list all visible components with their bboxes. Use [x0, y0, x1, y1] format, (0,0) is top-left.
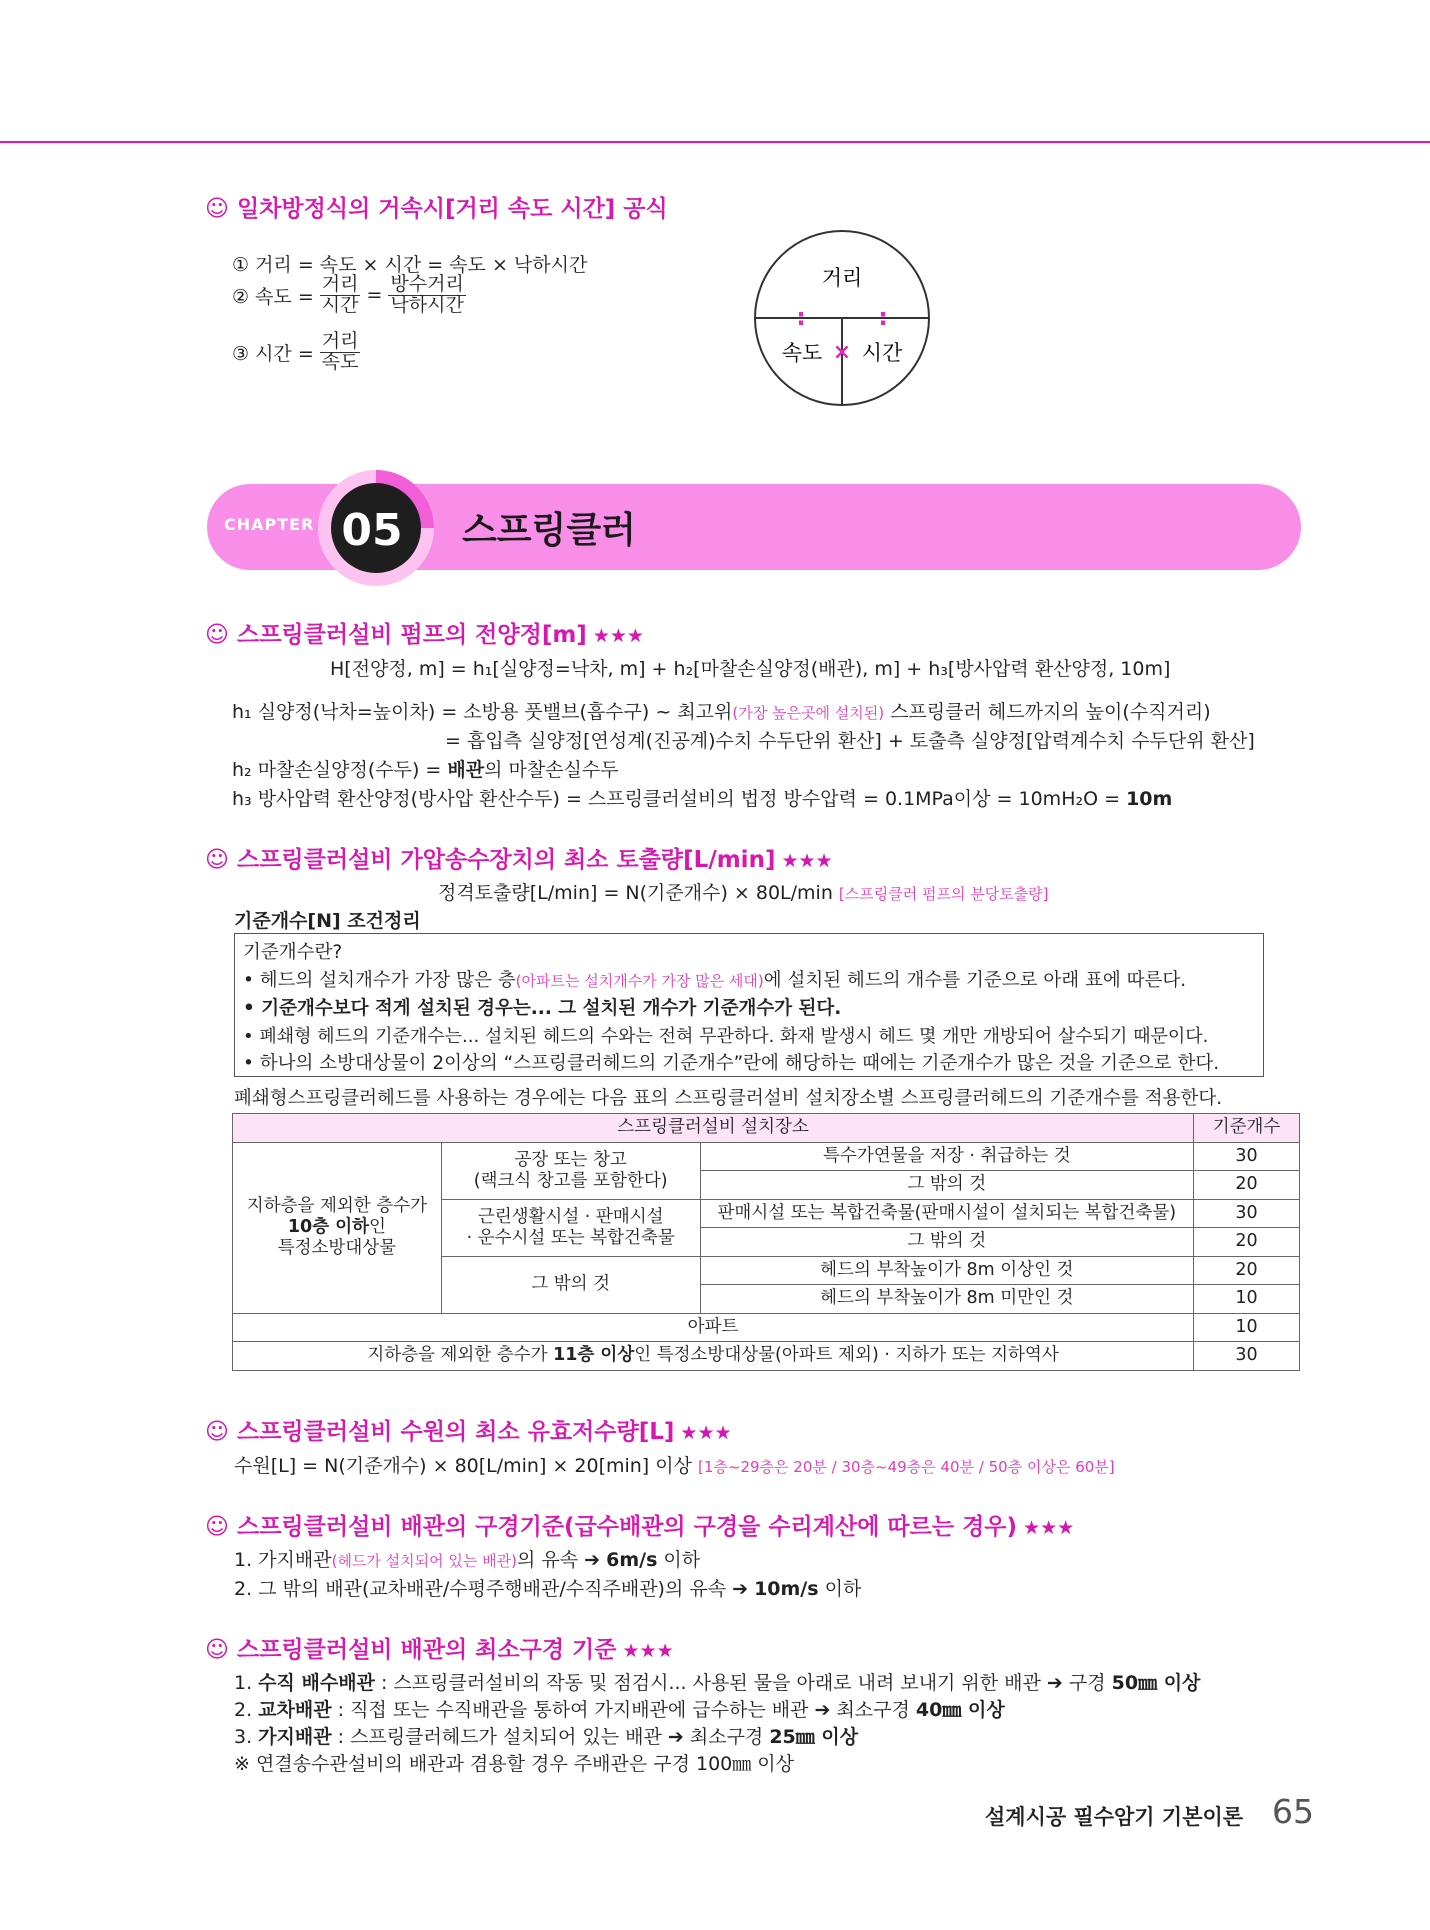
table-intro: 폐쇄형스프링클러헤드를 사용하는 경우에는 다음 표의 스프링클러설비 설치장소별 스프링클러헤드의 기준개수를 적용한다.	[234, 1088, 1223, 1109]
chapter-number: 05	[341, 505, 403, 556]
h3-line: h₃ 방사압력 환산양정(방사압 환산수두) = 스프링클러설비의 법정 방수압력 = 0.1MPa이상 = 10mH₂O = 10m	[232, 788, 1173, 810]
chapter-number-badge	[316, 468, 436, 588]
diagram-left-label: 속도	[781, 341, 823, 365]
table-row: 아파트 10	[233, 1313, 1300, 1342]
criteria-table	[232, 1113, 1300, 1371]
times-mark: ×	[832, 340, 852, 365]
importance-stars: ★★★	[1023, 1517, 1075, 1539]
smiley-icon: ☺	[205, 1419, 229, 1445]
fraction-distance-time: $\frac{\text{거리}}{\text{시간}}$	[321, 273, 359, 316]
smiley-icon: ☺	[205, 1514, 229, 1540]
group-cell: 지하층을 제외한 층수가 10층 이하인 특정소방대상물	[233, 1142, 442, 1313]
criteria-box: 기준개수란? • 헤드의 설치개수가 가장 많은 층(아파트는 설치개수가 가장 많은 세대)에 설치된 헤드의 개수를 기준으로 아래 표에 따른다. • 기준개수보다 적게 설치된 경우는... 그 설치된 개수가 기준개수가 된다. • 폐쇄형 헤드의 기준개수는... 설치된 헤드의 수와는 전혀 무관하다. 화재 발생시 헤드 몇 개만 개방되어 살수되기 때문이다. • 하나의 소방대상물이 2이상의 “스프링클러헤드의 기준개수”란에 해당하는 때에는 기준개수가 많은 것을 기준으로 한다.	[234, 933, 1264, 1077]
discharge-formula: 정격토출량[L/min] = N(기준개수) × 80L/min [스프링클러 펌프의 분당토출량]	[438, 882, 1049, 904]
min-line-4: ※ 연결송수관설비의 배관과 겸용할 경우 주배관은 구경 100㎜ 이상	[234, 1753, 794, 1775]
min-line-1: 1. 수직 배수배관 : 스프링클러설비의 작동 및 점검시... 사용된 물을 아래로 내려 보내기 위한 배관 ➔ 구경 50㎜ 이상	[234, 1672, 1201, 1694]
h1-line-2: = 흡입측 실양정[연성계(진공계)수치 수두단위 환산] + 토출측 실양정[압력계수치 수두단위 환산]	[445, 730, 1255, 752]
table-row: 헤드의 부착높이가 8m 미만인 것 10	[233, 1285, 1300, 1314]
formula-line-3: ③ 시간 = $\frac{\text{거리}}{\text{속도}}$	[232, 330, 359, 373]
footer-title: 설계시공 필수암기 기본이론	[985, 1805, 1244, 1829]
head-formula: H[전양정, m] = h₁[실양정=낙차, m] + h₂[마찰손실양정(배관), m] + h₃[방사압력 환산양정, 10m]	[330, 658, 1171, 680]
section-title-pipe: ☺ 스프링클러설비 배관의 구경기준(급수배관의 구경을 수리계산에 따르는 경우) ★★★	[205, 1514, 1075, 1540]
fraction-distance-speed: $\frac{\text{거리}}{\text{속도}}$	[321, 330, 359, 373]
min-line-3: 3. 가지배관 : 스프링클러헤드가 설치되어 있는 배관 ➔ 최소구경 25㎜ 이상	[234, 1726, 859, 1748]
pipe-line-1: 1. 가지배관(헤드가 설치되어 있는 배관)의 유속 ➔ 6m/s 이하	[234, 1549, 701, 1571]
section-title-water: ☺ 스프링클러설비 수원의 최소 유효저수량[L] ★★★	[205, 1419, 732, 1445]
h2-line: h₂ 마찰손실양정(수두) = 배관의 마찰손실수두	[232, 759, 619, 781]
water-formula: 수원[L] = N(기준개수) × 80[L/min] × 20[min] 이상 [1층~29층은 20분 / 30층~49층은 40분 / 50층 이상은 60분]	[234, 1455, 1115, 1477]
table-row: 그 밖의 것 헤드의 부착높이가 8m 이상인 것 20	[233, 1256, 1300, 1285]
importance-stars: ★★★	[592, 625, 644, 647]
table-header-row	[233, 1114, 1300, 1143]
min-line-2: 2. 교차배관 : 직접 또는 수직배관을 통하여 가지배관에 급수하는 배관 ➔ 최소구경 40㎜ 이상	[234, 1699, 1005, 1721]
table-header-count: 기준개수	[1194, 1114, 1300, 1143]
section-title-formula: ☺ 일차방정식의 거속시[거리 속도 시간] 공식	[205, 196, 668, 222]
table-row: 근린생활시설 · 판매시설 · 운수시설 또는 복합건축물 판매시설 또는 복합건축물(판매시설이 설치되는 복합건축물) 30	[233, 1199, 1300, 1228]
chapter-title: 스프링클러	[462, 510, 636, 551]
distance-speed-time-diagram	[752, 228, 932, 408]
table-header-place: 스프링클러설비 설치장소	[233, 1114, 1194, 1143]
smiley-icon: ☺	[205, 196, 229, 222]
table-row: 지하층을 제외한 층수가 10층 이하인 특정소방대상물 공장 또는 창고 (랙크식 창고를 포함한다) 특수가연물을 저장 · 취급하는 것 30	[233, 1142, 1300, 1171]
h1-line: h₁ 실양정(낙차=높이차) = 소방용 풋밸브(흡수구) ~ 최고위(가장 높은곳에 설치된) 스프링클러 헤드까지의 높이(수직거리)	[232, 701, 1211, 723]
importance-stars: ★★★	[622, 1640, 674, 1662]
page-number: 65	[1272, 1792, 1314, 1831]
table-row: 지하층을 제외한 층수가 11층 이상인 특정소방대상물(아파트 제외) · 지하가 또는 지하역사 30	[233, 1342, 1300, 1371]
chapter-label: CHAPTER	[224, 515, 315, 534]
smiley-icon: ☺	[205, 1637, 229, 1663]
pipe-line-2: 2. 그 밖의 배관(교차배관/수평주행배관/수직주배관)의 유속 ➔ 10m/s 이하	[234, 1578, 862, 1600]
divide-mark-left: :	[796, 303, 806, 331]
smiley-icon: ☺	[205, 622, 229, 648]
section-title-discharge: ☺ 스프링클러설비 가압송수장치의 최소 토출량[L/min] ★★★	[205, 847, 833, 873]
diagram-right-label: 시간	[861, 341, 903, 365]
formula-line-1: ① 거리 = 속도 × 시간 = 속도 × 낙하시간	[232, 254, 588, 276]
formula-line-2: ② 속도 = $\frac{\text{거리}}{\text{시간}}$ = $\frac{\text{방수거리}}{\text{낙하시간}}$	[232, 273, 464, 316]
criteria-subtitle: 기준개수[N] 조건정리	[234, 910, 421, 932]
section-title-head: ☺ 스프링클러설비 펌프의 전양정[m] ★★★	[205, 622, 644, 648]
section-title-min-diameter: ☺ 스프링클러설비 배관의 최소구경 기준 ★★★	[205, 1637, 674, 1663]
top-rule	[0, 141, 1430, 143]
importance-stars: ★★★	[781, 850, 833, 872]
divide-mark-right: :	[878, 303, 888, 331]
table-row: 그 밖의 것 20	[233, 1228, 1300, 1257]
table-row: 그 밖의 것 20	[233, 1171, 1300, 1200]
importance-stars: ★★★	[680, 1422, 732, 1444]
diagram-top-label: 거리	[821, 266, 863, 290]
smiley-icon: ☺	[205, 847, 229, 873]
fraction-range-falltime: $\frac{\text{방수거리}}{\text{낙하시간}}$	[390, 273, 464, 316]
